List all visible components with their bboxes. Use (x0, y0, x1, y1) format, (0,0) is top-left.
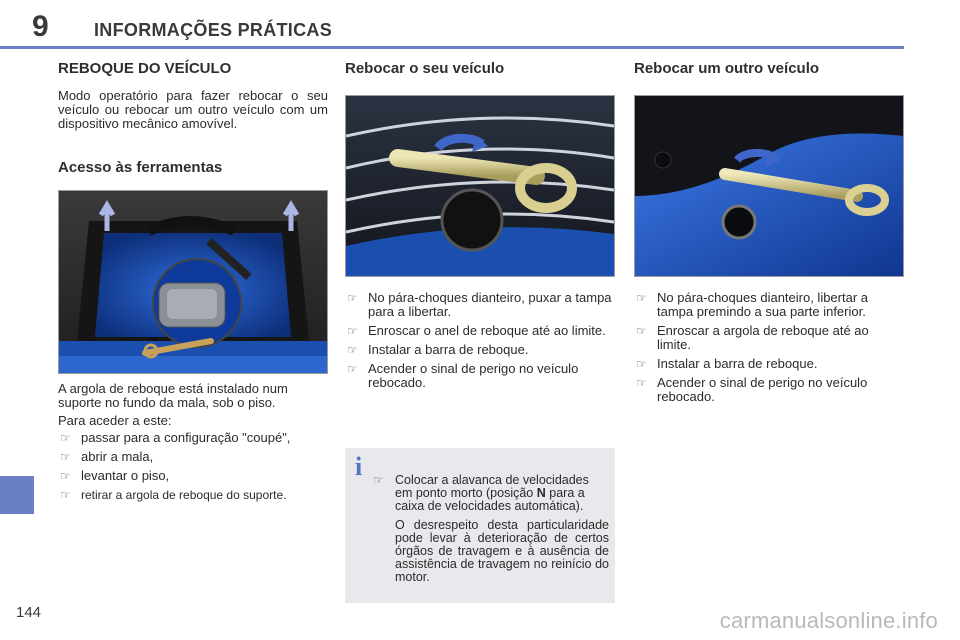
rear-bumper-photo (634, 95, 904, 277)
pointing-hand-icon: ☞ (636, 291, 647, 305)
list-item: ☞ Instalar a barra de reboque. (347, 342, 529, 357)
column-tow-your-vehicle (345, 60, 615, 395)
tow-your-vehicle-steps (345, 291, 615, 390)
chapter-number: 9 (32, 10, 49, 43)
warning-text: O desrespeito desta particularidade pode levar à deterioração de certos órgãos de travagem e à ausência de assistência de travagem no reinício do motor. (395, 518, 609, 584)
list-item: ☞ Instalar a barra de reboque. (636, 356, 818, 371)
list-item: ☞ abrir a mala, (60, 449, 154, 464)
list-item: ☞ No pára-choques dianteiro, puxar a tampa para a libertar. (347, 290, 612, 319)
pointing-hand-icon: ☞ (636, 357, 647, 371)
list-item: ☞ Enroscar a argola de reboque até ao limite. (636, 323, 869, 352)
info-bullet: ☞ Colocar a alavanca de velocidades em ponto morto (posição N para a caixa de velocidades automática). (373, 473, 589, 513)
column-towing-intro (58, 60, 328, 507)
pointing-hand-icon: ☞ (636, 324, 647, 338)
pointing-hand-icon: ☞ (60, 450, 71, 464)
subsection-title: Acesso às ferramentas (58, 159, 223, 176)
list-item: ☞ Acender o sinal de perigo no veículo rebocado. (636, 375, 868, 404)
section-title: Rebocar um outro veículo (634, 60, 820, 77)
pointing-hand-icon: ☞ (60, 469, 71, 483)
pointing-hand-icon: ☞ (347, 362, 358, 376)
tow-eye-illustration (346, 96, 614, 276)
column-tow-another-vehicle (634, 60, 904, 409)
access-intro: Para aceder a este: (58, 413, 172, 428)
page-number: 144 (16, 604, 42, 621)
trunk-photo (58, 190, 328, 374)
front-bumper-photo (345, 95, 615, 277)
info-icon: i (355, 452, 363, 481)
pointing-hand-icon: ☞ (347, 343, 358, 357)
chapter-title: INFORMAÇÕES PRÁTICAS (94, 20, 333, 40)
info-text (373, 474, 609, 584)
intro-text: Modo operatório para fazer rebocar o seu veículo ou rebocar um outro veículo com um dispositivo mecânico amovível. (58, 88, 328, 131)
list-item: ☞ retirar a argola de reboque do suporte. (60, 488, 287, 502)
list-item: ☞ No pára-choques dianteiro, libertar a tampa premindo a sua parte inferior. (636, 290, 869, 319)
header-rule (0, 46, 904, 49)
list-item: ☞ Enroscar o anel de reboque até ao limite. (347, 323, 606, 338)
pointing-hand-icon: ☞ (373, 473, 384, 487)
pointing-hand-icon: ☞ (636, 376, 647, 390)
list-item: ☞ levantar o piso, (60, 468, 170, 483)
pointing-hand-icon: ☞ (347, 324, 358, 338)
list-item: ☞ passar para a configuração "coupé", (60, 430, 291, 445)
pointing-hand-icon: ☞ (60, 488, 71, 502)
section-title: REBOQUE DO VEÍCULO (58, 60, 232, 77)
pointing-hand-icon: ☞ (347, 291, 358, 305)
photo-caption: A argola de reboque está instalado num suporte no fundo da mala, sob o piso. (58, 381, 288, 410)
watermark: carmanualsonline.info (719, 608, 938, 633)
access-steps (58, 431, 328, 502)
tow-another-vehicle-steps (634, 291, 904, 404)
tow-eye-rear-illustration (635, 96, 903, 276)
info-box (345, 448, 615, 603)
pointing-hand-icon: ☞ (60, 431, 71, 445)
section-title: Rebocar o seu veículo (345, 60, 505, 77)
list-item: ☞ Acender o sinal de perigo no veículo rebocado. (347, 361, 579, 390)
trunk-illustration (59, 191, 327, 373)
chapter-side-tab (0, 476, 34, 514)
